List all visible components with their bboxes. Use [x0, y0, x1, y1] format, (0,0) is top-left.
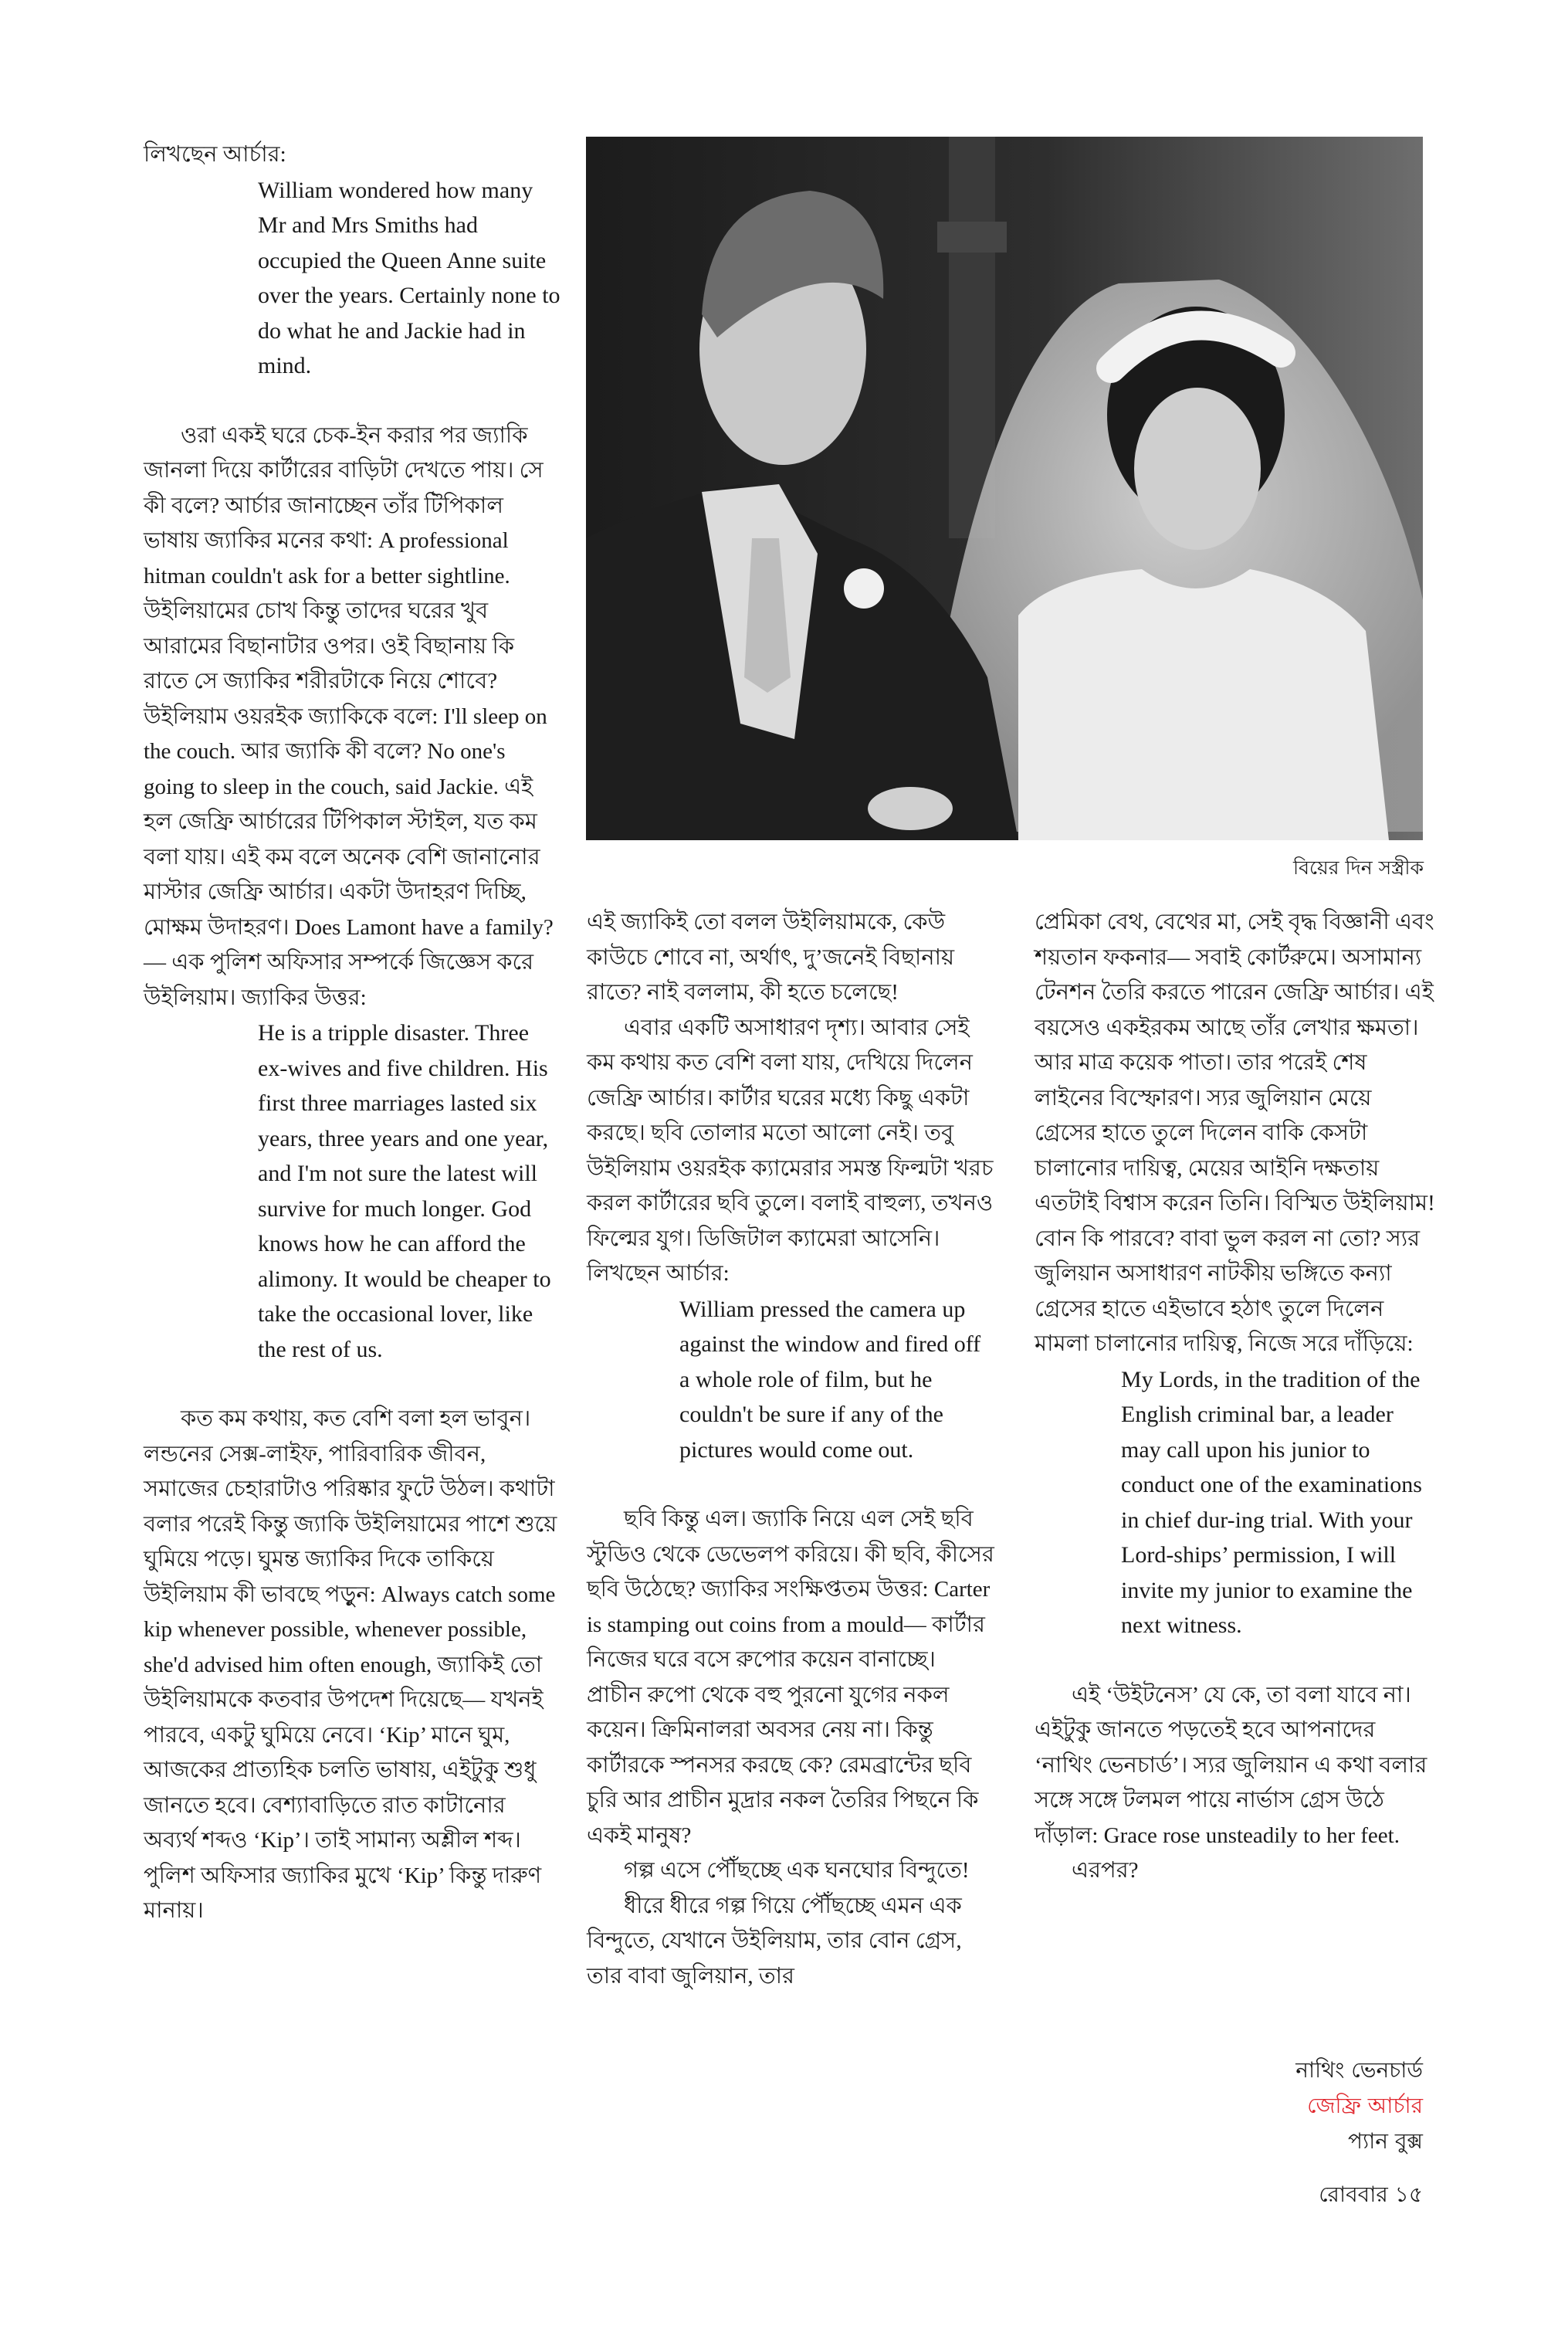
body-paragraph: এবার একটি অসাধারণ দৃশ্য। আবার সেই কম কথায় কত বেশি বলা যায়, দেখিয়ে দিলেন জেফ্রি আর্চার। কার্টার ঘরের মধ্যে কিছু একটা করছে। ছবি তোলার মতো আলো নেই। তবু উইলিয়াম ওয়রইক ক্যামেরার সমস্ত ফিল্মটা খরচ করল কার্টারের ছবি তুলে। বলাই বাহুল্য, তখনও ফিল্মের যুগ। ডিজিটাল ক্যামেরা আসেনি। লিখছেন আর্চার: [587, 1015, 994, 1286]
body-paragraph: কত কম কথায়, কত বেশি বলা হল ভাবুন। লন্ডনের সেক্স-লাইফ, পারিবারিক জীবন, সমাজের চেহারাটাও পরিষ্কার ফুটে উঠল। কথাটা বলার পরেই কিন্তু জ্যাকি উইলিয়ামের পাশে শুয়ে ঘুমিয়ে পড়ে। ঘুমন্ত জ্যাকির দিকে তাকিয়ে উইলিয়াম কী ভাবছে পড়ুন: Always catch some kip whenever possible, whenever possible, she'd advised him often enough, জ্যাকিই তো উইলিয়ামকে কতবার উপদেশ দিয়েছে— যখনই পারবে, একটু ঘুমিয়ে নেবে। ‘Kip’ মানে ঘুম, আজকের প্রাত্যহিক চলতি ভাষায়, এইটুকু শুধু জানতে হবে। বেশ্যাবাড়িতে রাত কাটানোর অব্যর্থ শব্দও ‘Kip’। তাই সামান্য অশ্লীল শব্দ। পুলিশ অফিসার জ্যাকির মুখে ‘Kip’ কিন্তু দারুণ মানায়। [144, 1406, 557, 1923]
article-column-2 [587, 905, 996, 1994]
excerpt-quote: William wondered how many Mr and Mrs Smiths had occupied the Queen Anne suite over the years. Certainly none to do what he and Jackie had in mind. [258, 177, 560, 378]
body-paragraph: ধীরে ধীরে গল্প গিয়ে পৌঁছচ্ছে এমন এক বিন্দুতে, যেখানে উইলিয়াম, তার বোন গ্রেস, তার বাবা জুলিয়ান, তার [587, 1893, 962, 1989]
intro-line: লিখছেন আর্চার: [144, 142, 286, 167]
body-paragraph: ছবি কিন্তু এল। জ্যাকি নিয়ে এল সেই ছবি স্টুডিও থেকে ডেভেলপ করিয়ে। কী ছবি, কীসের ছবি উঠেছে? জ্যাকির সংক্ষিপ্ততম উত্তর: Carter is stamping out coins from a mould— কার্টার নিজের ঘরে বসে রুপোর কয়েন বানাচ্ছে। প্রাচীন রুপো থেকে বহু পুরনো যুগের নকল কয়েন। ক্রিমিনালরা অবসর নেয় না। কিন্তু কার্টারকে স্পনসর করছে কে? রেমব্রান্টের ছবি চুরি আর প্রাচীন মুদ্রার নকল তৈরির পিছনে কি একই মানুষ? [587, 1507, 994, 1848]
book-title: নাথিং ভেনচার্ড [1295, 2057, 1423, 2083]
photo-caption: বিয়ের দিন সস্ত্রীক [1292, 856, 1424, 879]
photo-illustration [586, 137, 1423, 840]
article-column-1 [144, 137, 560, 1929]
excerpt-quote: My Lords, in the tradition of the English criminal bar, a leader may call upon his junior to conduct one of the examinations in chief dur-ing trial. With your Lord-ships’ permission, I will invite my junior to examine the next witness. [1121, 1366, 1422, 1638]
book-author: জেফ্রি আর্চার [1307, 2093, 1423, 2118]
body-paragraph: এই ‘উইটনেস’ যে কে, তা বলা যাবে না। এইটুকু জানতে পড়তেই হবে আপনাদের ‘নাথিং ভেনচার্ড’। স্যর জুলিয়ান এ কথা বলার সঙ্গে সঙ্গে টলমল পায়ে নার্ভাস গ্রেস উঠে দাঁড়াল: Grace rose unsteadily to her feet. [1035, 1682, 1427, 1848]
body-paragraph: গল্প এসে পৌঁছচ্ছে এক ঘনঘোর বিন্দুতে! [624, 1858, 970, 1883]
excerpt-quote: William pressed the camera up against the window and fired off a whole role of film, but he couldn't be sure if any of the pictures would come out. [679, 1296, 981, 1463]
page-folio: রোববার ১৫ [1319, 2182, 1423, 2207]
wedding-photo [586, 137, 1423, 840]
body-paragraph: এই জ্যাকিই তো বলল উইলিয়ামকে, কেউ কাউচে শোবে না, অর্থাৎ, দু’জনেই বিছানায় রাতে? নাই বললাম, কী হতে চলেছে! [587, 910, 955, 1005]
body-paragraph: প্রেমিকা বেথ, বেথের মা, সেই বৃদ্ধ বিজ্ঞানী এবং শয়তান ফকনার— সবাই কোর্টরুমে। অসামান্য টেনশন তৈরি করতে পারেন জেফ্রি আর্চার। এই বয়সেও একইরকম আছে তাঁর লেখার ক্ষমতা। আর মাত্র কয়েক পাতা। তার পরেই শেষ লাইনের বিস্ফোরণ। স্যর জুলিয়ান মেয়ে গ্রেসের হাতে তুলে দিলেন বাকি কেসটা চালানোর দায়িত্ব, মেয়ের আইনি দক্ষতায় এতটাই বিশ্বাস করেন তিনি। বিস্মিত উইলিয়াম! বোন কি পারবে? বাবা ভুল করল না তো? স্যর জুলিয়ান অসাধারণ নাটকীয় ভঙ্গিতে কন্যা গ্রেসের হাতে এইভাবে হঠাৎ তুলে দিলেন মামলা চালানোর দায়িত্ব, নিজে সরে দাঁড়িয়ে: [1035, 910, 1435, 1356]
body-paragraph: এরপর? [1072, 1858, 1139, 1883]
article-column-3 [1035, 905, 1436, 1889]
body-paragraph: ওরা একই ঘরে চেক-ইন করার পর জ্যাকি জানলা দিয়ে কার্টারের বাড়িটা দেখতে পায়। সে কী বলে? আর্চার জানাচ্ছেন তাঁর টিপিকাল ভাষায় জ্যাকির মনের কথা: A professional hitman couldn't ask for a better sightline. উইলিয়ামের চোখ কিন্তু তাদের ঘরের খুব আরামের বিছানাটার ওপর। ওই বিছানায় কি রাতে সে জ্যাকির শরীরটাকে নিয়ে শোবে? উইলিয়াম ওয়রইক জ্যাকিকে বলে: I'll sleep on the couch. আর জ্যাকি কী বলে? No one's going to sleep in the couch, said Jackie. এই হল জেফ্রি আর্চারের টিপিকাল স্টাইল, যত কম বলা যায়। এই কম বলে অনেক বেশি জানানোর মাস্টার জেফ্রি আর্চার। একটা উদাহরণ দিচ্ছি, মোক্ষম উদাহরণ। Does Lamont have a family?— এক পুলিশ অফিসার সম্পর্কে জিজ্ঞেস করে উইলিয়াম। জ্যাকির উত্তর: [144, 422, 554, 1010]
excerpt-quote: He is a tripple disaster. Three ex-wives and five children. His first three marriages lasted six years, three years and one year, and I'm not sure the latest will survive for much longer. God knows how he can afford the alimony. It would be cheaper to take the occasional lover, like the rest of us. [258, 1020, 551, 1362]
book-credits [1295, 2053, 1423, 2159]
book-publisher: প্যান বুক্স [1347, 2128, 1423, 2154]
